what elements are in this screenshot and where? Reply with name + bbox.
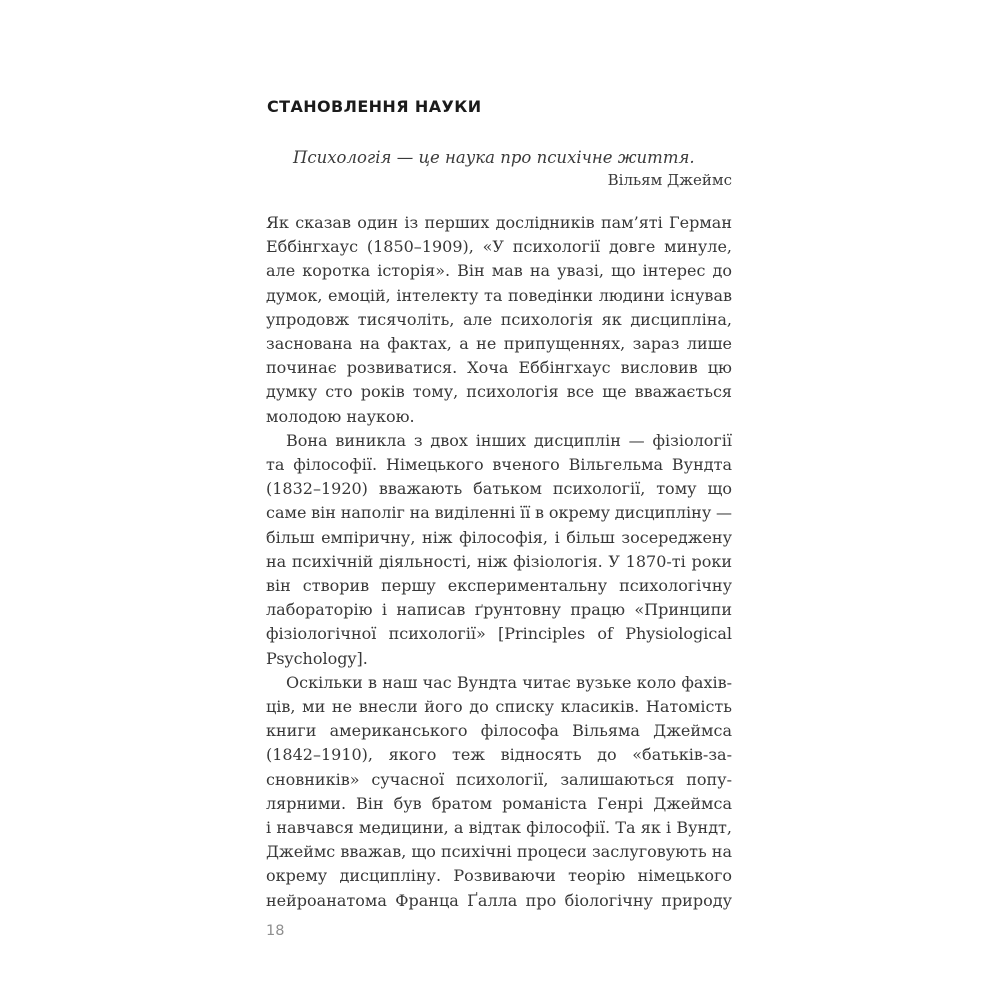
text-line: він створив першу експериментальну психологічну [266, 576, 732, 596]
text-line: Джеймс вважав, що психічні процеси заслуговують на [266, 842, 732, 862]
text-line: фізіологічної психології» [Principles of Physiological [266, 624, 732, 644]
text-line: (1842–1910), якого теж відносять до «батьків-за- [266, 745, 732, 765]
text-line: починає розвиватися. Хоча Еббінгхаус висловив цю [266, 358, 732, 378]
text-line: окрему дисципліну. Розвиваючи теорію німецького [266, 866, 732, 886]
text-line: ців, ми не внесли його до списку класиків. Натомість [266, 697, 732, 717]
text-line: Еббінгхаус (1850–1909), «У психології довге минуле, [266, 237, 732, 257]
epigraph [266, 147, 732, 190]
body-text [266, 211, 732, 913]
text-line: заснована на фактах, а не припущеннях, зараз лише [266, 334, 732, 354]
text-line: Оскільки в наш час Вундта читає вузьке коло фахів- [286, 672, 732, 692]
text-line: упродовж тисячоліть, але психологія як дисципліна, [266, 309, 732, 329]
text-line: та філософії. Німецького вченого Вільгельма Вундта [266, 455, 732, 475]
text-line: Як сказав один із перших дослідників пам’яті Герман [266, 213, 732, 232]
text-line: (1832–1920) вважають батьком психології, тому що [266, 479, 732, 499]
text-line: нейроанатома Франца Ґалла про біологічну природу [266, 890, 732, 910]
text-line: але коротка історія». Він мав на увазі, що інтерес до [266, 261, 732, 281]
text-line: Psychology]. [266, 648, 368, 668]
text-line: думок, емоцій, інтелекту та поведінки людини існував [266, 285, 732, 305]
text-line: сновників» сучасної психології, залишаються попу- [266, 769, 732, 789]
epigraph-attribution: Вільям Джеймс [607, 171, 732, 189]
text-line: думку сто років тому, психологія все ще вважається [266, 382, 732, 402]
text-column [266, 0, 732, 940]
epigraph-quote: Психологія — це наука про психічне життя. [293, 148, 695, 167]
text-line: Вона виникла з двох інших дисциплін — фізіології [286, 430, 732, 450]
text-line: саме він наполіг на виділенні її в окрему дисципліну — [266, 503, 732, 523]
text-line: більш емпіричну, ніж філософія, і більш зосереджену [266, 527, 732, 547]
text-line: лярними. Він був братом романіста Генрі Джеймса [266, 793, 732, 813]
text-line: на психічній діяльності, ніж фізіологія. У 1870-ті роки [266, 551, 732, 571]
text-line: лабораторію і написав ґрунтовну працю «Принципи [266, 600, 732, 620]
chapter-heading: СТАНОВЛЕННЯ НАУКИ [267, 97, 482, 116]
text-line: молодою наукою. [266, 406, 415, 426]
page-number: 18 [266, 922, 285, 939]
text-line: і навчався медицини, а відтак філософії. Та як і Вундт, [266, 818, 732, 838]
text-line: книги американського філософа Вільяма Джеймса [266, 721, 732, 741]
